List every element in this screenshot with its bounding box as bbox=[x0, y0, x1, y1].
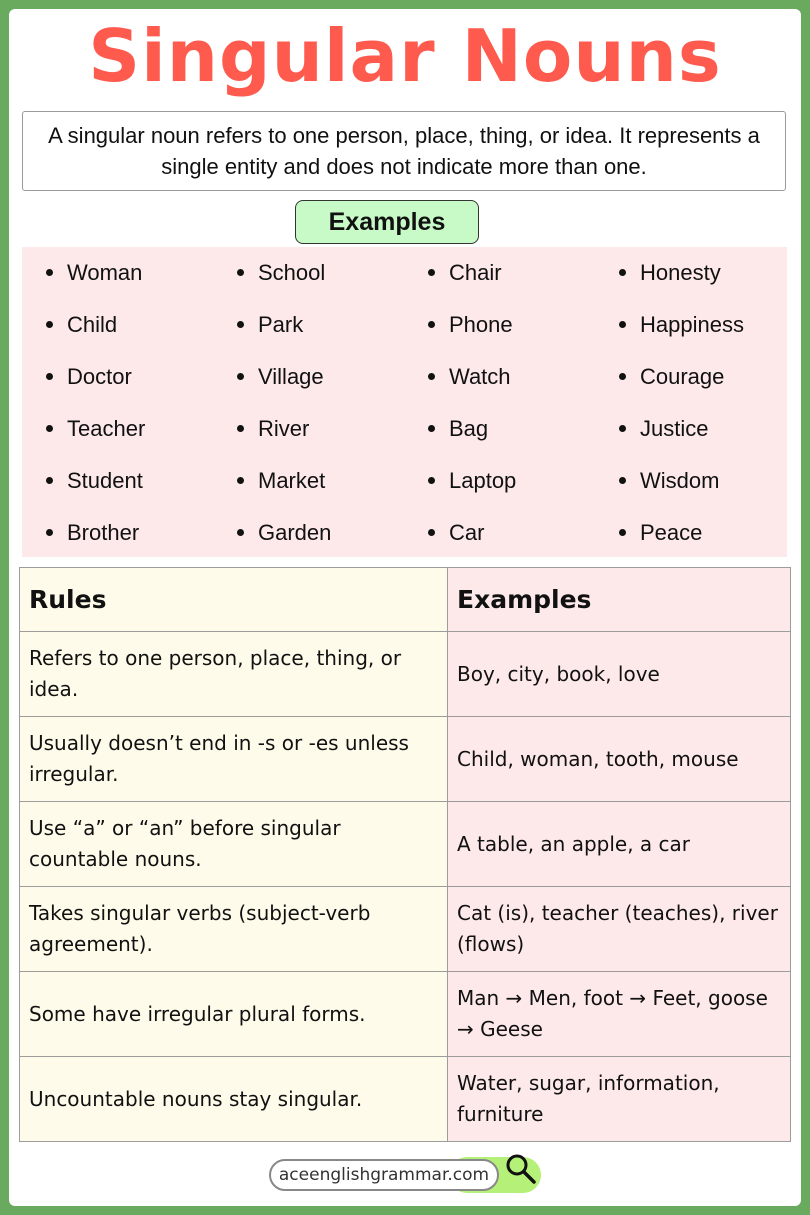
list-item: Bag bbox=[428, 403, 488, 455]
rule-cell: Uncountable nouns stay singular. bbox=[20, 1057, 448, 1142]
example-cell: Man → Men, foot → Feet, goose → Geese bbox=[448, 972, 791, 1057]
list-item: Watch bbox=[428, 351, 511, 403]
bullet-icon bbox=[619, 425, 626, 432]
bullet-icon bbox=[46, 373, 53, 380]
examples-heading: Examples bbox=[295, 200, 479, 244]
list-item: Woman bbox=[46, 247, 142, 299]
examples-header: Examples bbox=[448, 568, 791, 632]
table-row bbox=[20, 887, 791, 972]
example-cell: A table, an apple, a car bbox=[448, 802, 791, 887]
bullet-icon bbox=[619, 529, 626, 536]
bullet-icon bbox=[237, 477, 244, 484]
list-item: Brother bbox=[46, 507, 139, 559]
list-item: Laptop bbox=[428, 455, 516, 507]
bullet-icon bbox=[428, 373, 435, 380]
table-row bbox=[20, 1057, 791, 1142]
bullet-icon bbox=[237, 269, 244, 276]
list-item: Market bbox=[237, 455, 325, 507]
example-cell: Child, woman, tooth, mouse bbox=[448, 717, 791, 802]
list-item: Chair bbox=[428, 247, 502, 299]
table-row bbox=[20, 632, 791, 717]
list-item: Honesty bbox=[619, 247, 721, 299]
bullet-icon bbox=[428, 321, 435, 328]
bullet-icon bbox=[619, 321, 626, 328]
rule-cell: Some have irregular plural forms. bbox=[20, 972, 448, 1057]
list-item: River bbox=[237, 403, 309, 455]
bullet-icon bbox=[237, 425, 244, 432]
example-cell: Boy, city, book, love bbox=[448, 632, 791, 717]
rule-cell: Refers to one person, place, thing, or idea. bbox=[20, 632, 448, 717]
footer-search-bar bbox=[269, 1157, 541, 1195]
list-item: Justice bbox=[619, 403, 708, 455]
bullet-icon bbox=[237, 321, 244, 328]
bullet-icon bbox=[619, 373, 626, 380]
rule-cell: Takes singular verbs (subject-verb agreement). bbox=[20, 887, 448, 972]
bullet-icon bbox=[46, 269, 53, 276]
bullet-icon bbox=[46, 425, 53, 432]
rule-cell: Use “a” or “an” before singular countable nouns. bbox=[20, 802, 448, 887]
site-url[interactable]: aceenglishgrammar.com bbox=[269, 1159, 499, 1191]
page-title: Singular Nouns bbox=[88, 14, 722, 98]
list-item: Peace bbox=[619, 507, 702, 559]
table-header-row bbox=[20, 568, 791, 632]
magnifier-icon bbox=[503, 1151, 539, 1187]
bullet-icon bbox=[46, 477, 53, 484]
example-cell: Cat (is), teacher (teaches), river (flows) bbox=[448, 887, 791, 972]
bullet-icon bbox=[46, 529, 53, 536]
list-item: Park bbox=[237, 299, 303, 351]
list-item: Garden bbox=[237, 507, 331, 559]
rules-table bbox=[19, 567, 791, 1142]
examples-panel bbox=[22, 247, 787, 557]
list-item: Student bbox=[46, 455, 143, 507]
bullet-icon bbox=[428, 269, 435, 276]
list-item: Car bbox=[428, 507, 484, 559]
bullet-icon bbox=[428, 425, 435, 432]
bullet-icon bbox=[237, 373, 244, 380]
table-row bbox=[20, 802, 791, 887]
bullet-icon bbox=[428, 529, 435, 536]
bullet-icon bbox=[619, 269, 626, 276]
definition-box: A singular noun refers to one person, place, thing, or idea. It represents a single entity and does not indicate more than one. bbox=[22, 111, 786, 191]
list-item: Child bbox=[46, 299, 117, 351]
rule-cell: Usually doesn’t end in -s or -es unless irregular. bbox=[20, 717, 448, 802]
list-item: Village bbox=[237, 351, 324, 403]
bullet-icon bbox=[237, 529, 244, 536]
rules-header: Rules bbox=[20, 568, 448, 632]
list-item: Phone bbox=[428, 299, 513, 351]
list-item: Teacher bbox=[46, 403, 145, 455]
table-row bbox=[20, 717, 791, 802]
bullet-icon bbox=[428, 477, 435, 484]
bullet-icon bbox=[619, 477, 626, 484]
bullet-icon bbox=[46, 321, 53, 328]
list-item: School bbox=[237, 247, 325, 299]
example-cell: Water, sugar, information, furniture bbox=[448, 1057, 791, 1142]
list-item: Wisdom bbox=[619, 455, 719, 507]
table-row bbox=[20, 972, 791, 1057]
list-item: Happiness bbox=[619, 299, 744, 351]
list-item: Doctor bbox=[46, 351, 132, 403]
list-item: Courage bbox=[619, 351, 724, 403]
